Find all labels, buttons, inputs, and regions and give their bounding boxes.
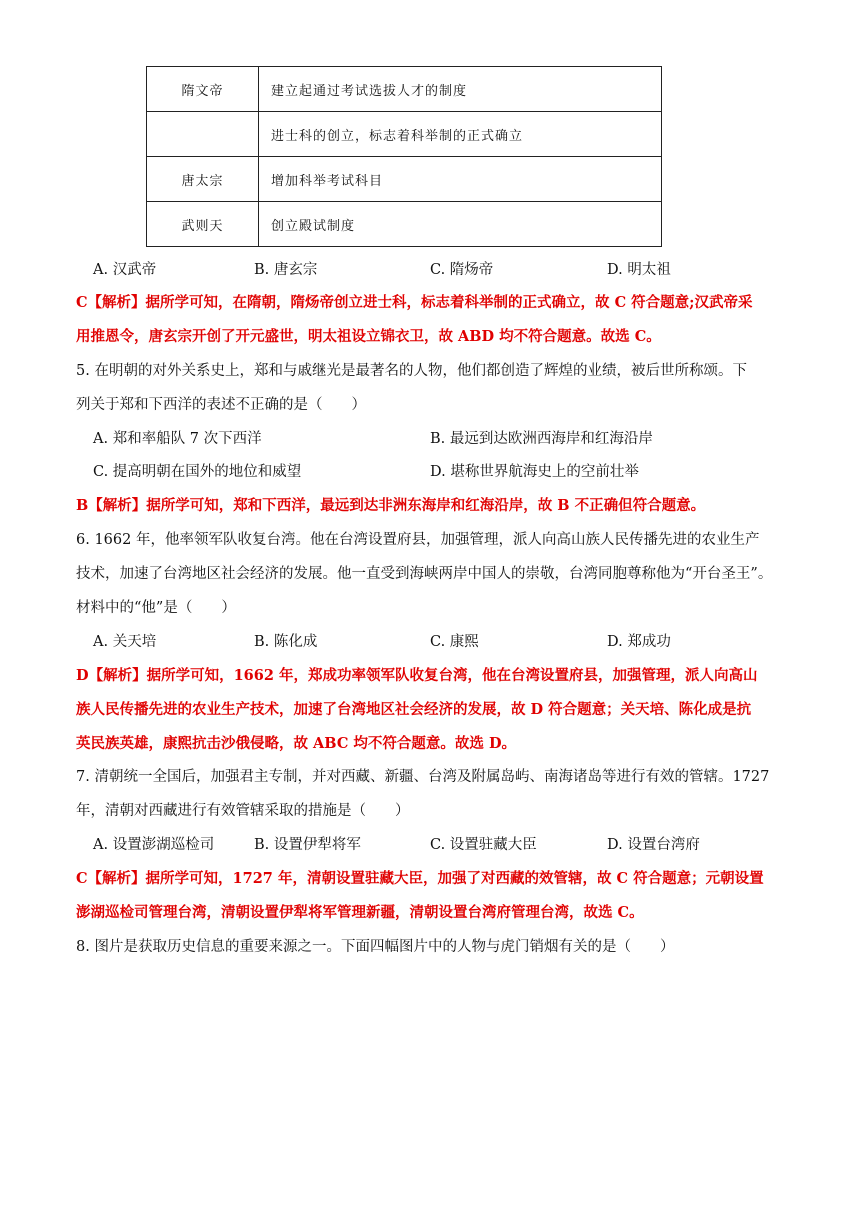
exam-system-table <box>146 66 662 247</box>
q7-option-d: D. 设置台湾府 <box>607 837 700 853</box>
q7-answer-line-2: 澎湖巡检司管理台湾，清朝设置伊犁将军管理新疆，清朝设置台湾府管理台湾，故选 C。 <box>76 904 644 921</box>
q7-answer-line-1: C【解析】据所学可知，1727 年，清朝设置驻藏大臣，加强了对西藏的效管辖，故 C 符合题意；元朝设置 <box>76 870 764 887</box>
q4-option-c: C. 隋炀帝 <box>430 262 494 278</box>
q6-stem-line-3: 材料中的“他”是（ ） <box>76 600 236 616</box>
q4-option-a: A. 汉武帝 <box>93 262 157 278</box>
table-cell-emperor-blank <box>147 112 259 157</box>
q6-stem-line-1: 6. 1662 年，他率领军队收复台湾。他在台湾设置府县，加强管理，派人向高山族人民传播先进的农业生产 <box>76 532 760 548</box>
table-cell-event: 进士科的创立，标志着科举制的正式确立 <box>259 112 662 157</box>
table-cell-event: 建立起通过考试选拔人才的制度 <box>259 67 662 112</box>
q4-option-d: D. 明太祖 <box>607 262 671 278</box>
q6-option-b: B. 陈化成 <box>254 634 318 650</box>
table-cell-event: 增加科举考试科目 <box>259 157 662 202</box>
table-cell-emperor: 隋文帝 <box>147 67 259 112</box>
q5-answer-line-1: B【解析】据所学可知，郑和下西洋，最远到达非洲东海岸和红海沿岸，故 B 不正确但符合题意。 <box>76 497 706 514</box>
table-cell-emperor: 武则天 <box>147 202 259 247</box>
table-row <box>147 67 662 112</box>
q8-stem-line-1: 8. 图片是获取历史信息的重要来源之一。下面四幅图片中的人物与虎门销烟有关的是（ ） <box>76 939 675 955</box>
table-cell-emperor: 唐太宗 <box>147 157 259 202</box>
table-cell-event: 创立殿试制度 <box>259 202 662 247</box>
q6-answer-line-2: 族人民传播先进的农业生产技术，加速了台湾地区社会经济的发展，故 D 符合题意；关天培、陈化成是抗 <box>76 701 752 718</box>
table-row <box>147 202 662 247</box>
q7-option-c: C. 设置驻藏大臣 <box>430 837 537 853</box>
q7-option-a: A. 设置澎湖巡检司 <box>93 837 215 853</box>
q6-option-c: C. 康熙 <box>430 634 479 650</box>
q4-answer-line-2: 用推恩令，唐玄宗开创了开元盛世，明太祖设立锦衣卫，故 ABD 均不符合题意。故选 C。 <box>76 328 661 345</box>
q7-option-b: B. 设置伊犁将军 <box>254 837 361 853</box>
q5-option-b: B. 最远到达欧洲西海岸和红海沿岸 <box>430 431 653 447</box>
q6-answer-line-1: D【解析】据所学可知，1662 年，郑成功率领军队收复台湾，他在台湾设置府县，加强管理，派人向高山 <box>76 667 758 684</box>
q6-option-d: D. 郑成功 <box>607 634 671 650</box>
q6-option-a: A. 关天培 <box>93 634 157 650</box>
q4-option-b: B. 唐玄宗 <box>254 262 318 278</box>
q4-answer-line-1: C【解析】据所学可知，在隋朝，隋炀帝创立进士科，标志着科举制的正式确立，故 C 符合题意;汉武帝采 <box>76 294 753 311</box>
q5-option-c: C. 提高明朝在国外的地位和威望 <box>93 464 302 480</box>
q6-answer-line-3: 英民族英雄，康熙抗击沙俄侵略，故 ABC 均不符合题意。故选 D。 <box>76 735 517 752</box>
q5-stem-line-2: 列关于郑和下西洋的表述不正确的是（ ） <box>76 397 366 413</box>
q6-stem-line-2: 技术，加速了台湾地区社会经济的发展。他一直受到海峡两岸中国人的崇敬，台湾同胞尊称他为“开台圣王”。 <box>76 566 773 582</box>
q5-option-d: D. 堪称世界航海史上的空前壮举 <box>430 464 639 480</box>
table-row <box>147 157 662 202</box>
q7-stem-line-2: 年，清朝对西藏进行有效管辖采取的措施是（ ） <box>76 803 410 819</box>
q7-stem-line-1: 7. 清朝统一全国后，加强君主专制，并对西藏、新疆、台湾及附属岛屿、南海诸岛等进行有效的管辖。1727 <box>76 769 770 785</box>
q5-option-a: A. 郑和率船队 7 次下西洋 <box>93 431 262 447</box>
q5-stem-line-1: 5. 在明朝的对外关系史上，郑和与戚继光是最著名的人物，他们都创造了辉煌的业绩，被后世所称颂。下 <box>76 363 747 379</box>
table-row <box>147 112 662 157</box>
